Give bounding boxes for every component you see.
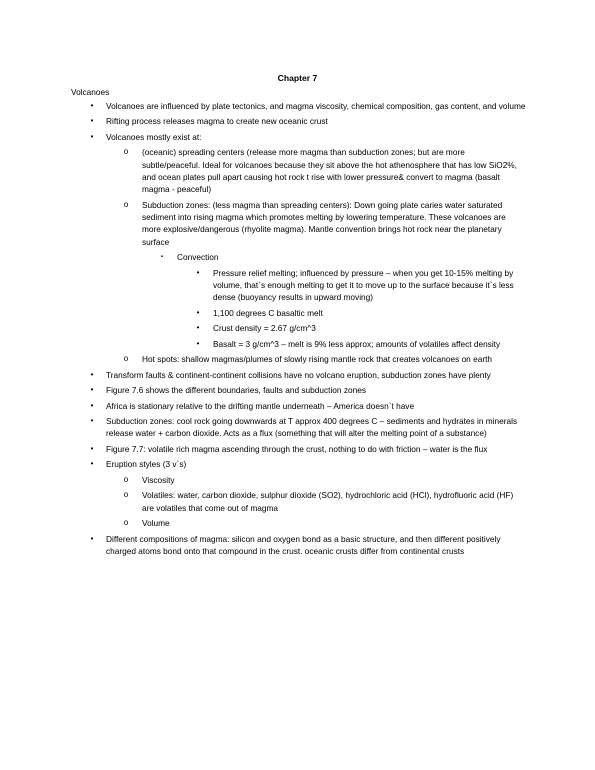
list-item-text: Subduction zones: (less magma than spreading centers): Down going plate caries water saturated sediment into rising magma which promotes melting by lowering temperature. These volcanoes are more explosive/dangerous (rhyolite magma). Mantle convention brings hot rock near the planetary surface	[142, 199, 506, 247]
list-item-text: Transform faults & continent-continent collisions have no volcano eruption, subduction zones have plenty	[106, 369, 491, 380]
list-item-text: Africa is stationary relative to the drifting mantle underneath – America doesn`t have	[106, 400, 415, 411]
bullet-marker: •	[90, 416, 94, 426]
notes-list	[0, 100, 595, 560]
list-item	[0, 146, 595, 195]
list-item-text: Crust density = 2.67 g/cm^3	[213, 323, 316, 334]
circle-marker: o	[123, 518, 129, 528]
circle-marker: o	[123, 147, 129, 157]
bullet-marker: •	[196, 307, 200, 317]
list-item	[0, 251, 595, 263]
bullet-marker: •	[196, 338, 200, 348]
bullet-marker: •	[90, 443, 94, 453]
circle-marker: o	[123, 474, 129, 484]
list-item	[0, 307, 595, 319]
bullet-marker: •	[196, 267, 200, 277]
list-item-text: Pressure relief melting; influenced by pressure – when you get 10-15% melting by volume, that`s enough melting to get it to move up to the surface because it`s less dense (buoyancy results in upward moving)	[213, 267, 514, 303]
section-heading: Volcanoes	[71, 87, 110, 97]
list-item	[0, 353, 595, 365]
circle-marker: o	[123, 199, 129, 209]
list-item-text: Figure 7.6 shows the different boundaries, faults and subduction zones	[106, 385, 366, 396]
list-item-text: Eruption styles (3 v`s)	[106, 459, 187, 470]
list-item-text: Convection	[177, 252, 219, 263]
list-item	[0, 267, 595, 304]
list-item	[0, 517, 595, 529]
circle-marker: o	[123, 490, 129, 500]
list-item	[0, 533, 595, 558]
bullet-marker: •	[90, 459, 94, 469]
bullet-marker: •	[90, 116, 94, 126]
bullet-marker: •	[90, 400, 94, 410]
list-item-text: Different compositions of magma: silicon and oxygen bond as a basic structure, and then different positively charged atoms bond onto that compound in the crust. oceanic crusts differ from continental crusts	[106, 533, 501, 556]
list-item-text: Subduction zones: cool rock going downwards at T approx 400 degrees C – sediments and hydrates in minerals release water + carbon dioxide. Acts as a flux (something that will alter the melting point of a substance)	[106, 416, 518, 439]
list-item-text: 1,100 degrees C basaltic melt	[213, 307, 323, 318]
list-item-text: Volcanoes are influenced by plate tectonics, and magma viscosity, chemical composition, gas content, and volume	[106, 101, 526, 111]
list-item	[0, 415, 595, 440]
list-item	[0, 443, 595, 455]
list-item	[0, 199, 595, 248]
list-item-text: Volcanoes mostly exist at:	[106, 131, 202, 142]
bullet-marker: •	[90, 533, 94, 543]
bullet-marker: •	[90, 385, 94, 395]
list-item-text: Figure 7.7: volatile rich magma ascending through the crust, nothing to do with friction – water is the flux	[106, 443, 488, 454]
list-item-text: Hot spots: shallow magmas/plumes of slowly rising mantle rock that creates volcanoes on earth	[142, 354, 493, 365]
list-item	[0, 131, 595, 143]
bullet-marker: •	[90, 131, 94, 141]
list-item-text: Rifting process releases magma to create new oceanic crust	[106, 116, 328, 127]
bullet-marker: •	[196, 323, 200, 333]
list-item	[0, 474, 595, 486]
bullet-marker: •	[90, 101, 94, 110]
list-item	[0, 489, 595, 514]
list-item	[0, 338, 595, 350]
list-item	[0, 458, 595, 470]
page-title: Chapter 7	[277, 73, 318, 83]
list-item	[0, 100, 595, 112]
circle-marker: o	[123, 354, 129, 364]
bullet-marker: •	[90, 369, 94, 379]
square-marker: ▪	[160, 254, 164, 261]
list-item	[0, 322, 595, 334]
list-item	[0, 369, 595, 381]
list-item	[0, 115, 595, 127]
list-item	[0, 384, 595, 396]
list-item-text: Viscosity	[142, 474, 175, 485]
list-item-text: (oceanic) spreading centers (release more magma than subduction zones; but are more subtle/peaceful. Ideal for volcanoes because they sit above the hot athenosphere that has low SiO2%, and ocean plates pull apart causing hot rock t rise with lower pressure& convert to magma (basalt magma - peaceful)	[142, 147, 517, 195]
list-item-text: Volume	[142, 518, 170, 529]
list-item-text: Basalt = 3 g/cm^3 – melt is 9% less approx; amounts of volatiles affect density	[213, 338, 501, 349]
list-item-text: Volatiles: water, carbon dioxide, sulphur dioxide (SO2), hydrochloric acid (HCl), hydrofluoric acid (HF) are volatiles that come out of magma	[142, 490, 514, 513]
list-item	[0, 400, 595, 412]
